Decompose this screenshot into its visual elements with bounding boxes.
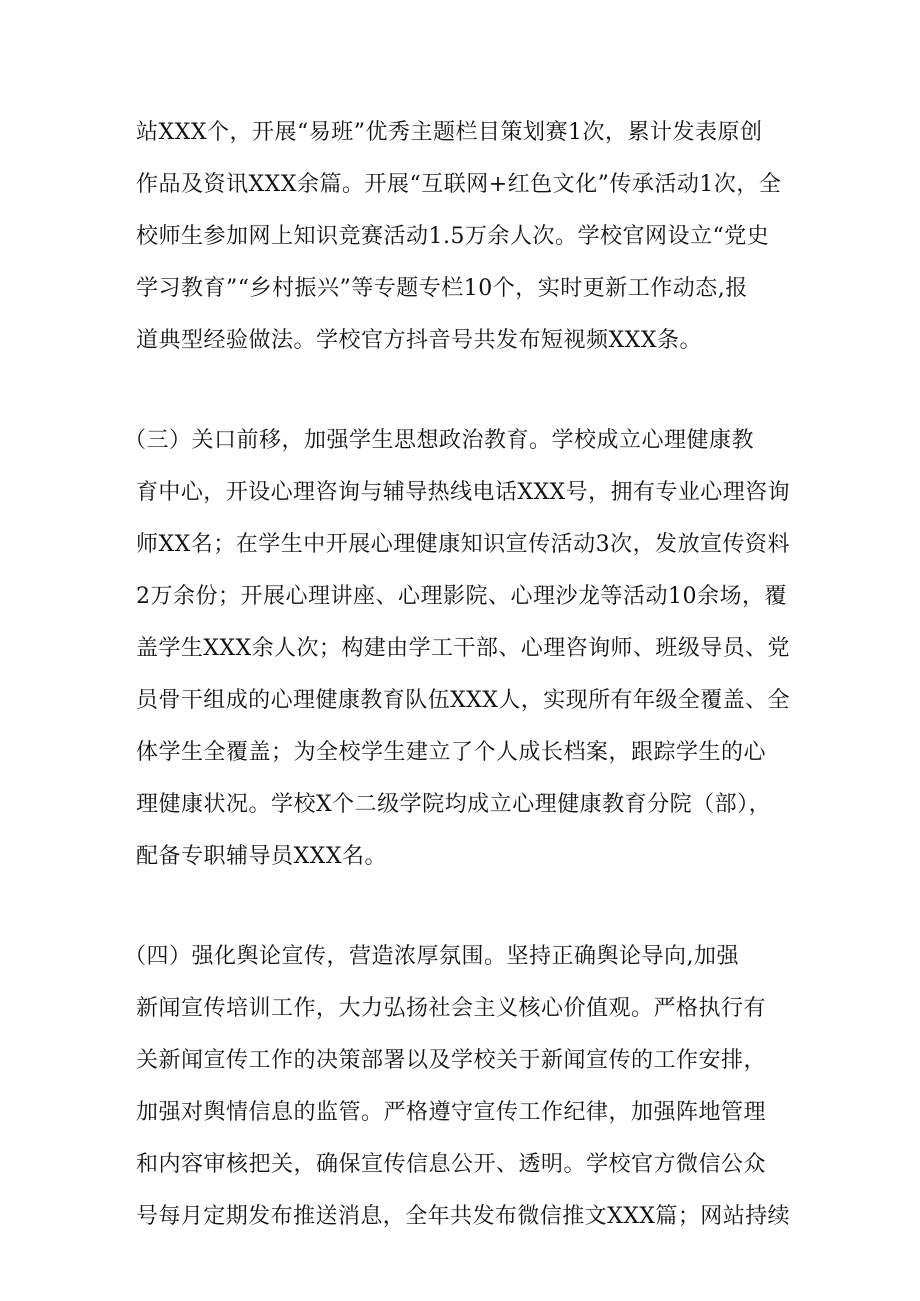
document-page: 站XXX个，开展“易班”优秀主题栏目策划赛1次，累计发表原创 作品及资讯XXX余篇。开展“互联网+红色文化”传承活动1次，全 校师生参加网上知识竞赛活动1.5万余人次。学校官网设立“党史 学习教育”“乡村振兴”等专题专栏10个，实时更新工作动态,报 道典型经验做法。学校官方抖音号共发布短视频XXX条。 （三）关口前移，加强学生思想政治教育。学校成立心理健康教 育中心，开设心理咨询与辅导热线电话XXX号，拥有专业心理咨询 师XX名；在学生中开展心理健康知识宣传活动3次，发放宣传资料 2万余份；开展心理讲座、心理影院、心理沙龙等活动10余场，覆 盖学生XXX余人次；构建由学工干部、心理咨询师、班级导员、党 员骨干组成的心理健康教育队伍XXX人，实现所有年级全覆盖、全 体学生全覆盖；为全校学生建立了个人成长档案，跟踪学生的心 理健康状况。学校X个二级学院均成立心理健康教育分院（部）， 配备专职辅导员XXX名。 （四）强化舆论宣传，营造浓厚氛围。坚持正确舆论导向,加强 新闻宣传培训工作，大力弘扬社会主义核心价值观。严格执行有 关新闻宣传工作的决策部署以及学校关于新闻宣传的工作安排， 加强对舆情信息的监管。严格遵守宣传工作纪律，加强阵地管理 和内容审核把关，确保宣传信息公开、透明。学校官方微信公众 号每月定期发布推送消息，全年共发布微信推文XXX篇；网站持续: [0, 0, 920, 1301]
